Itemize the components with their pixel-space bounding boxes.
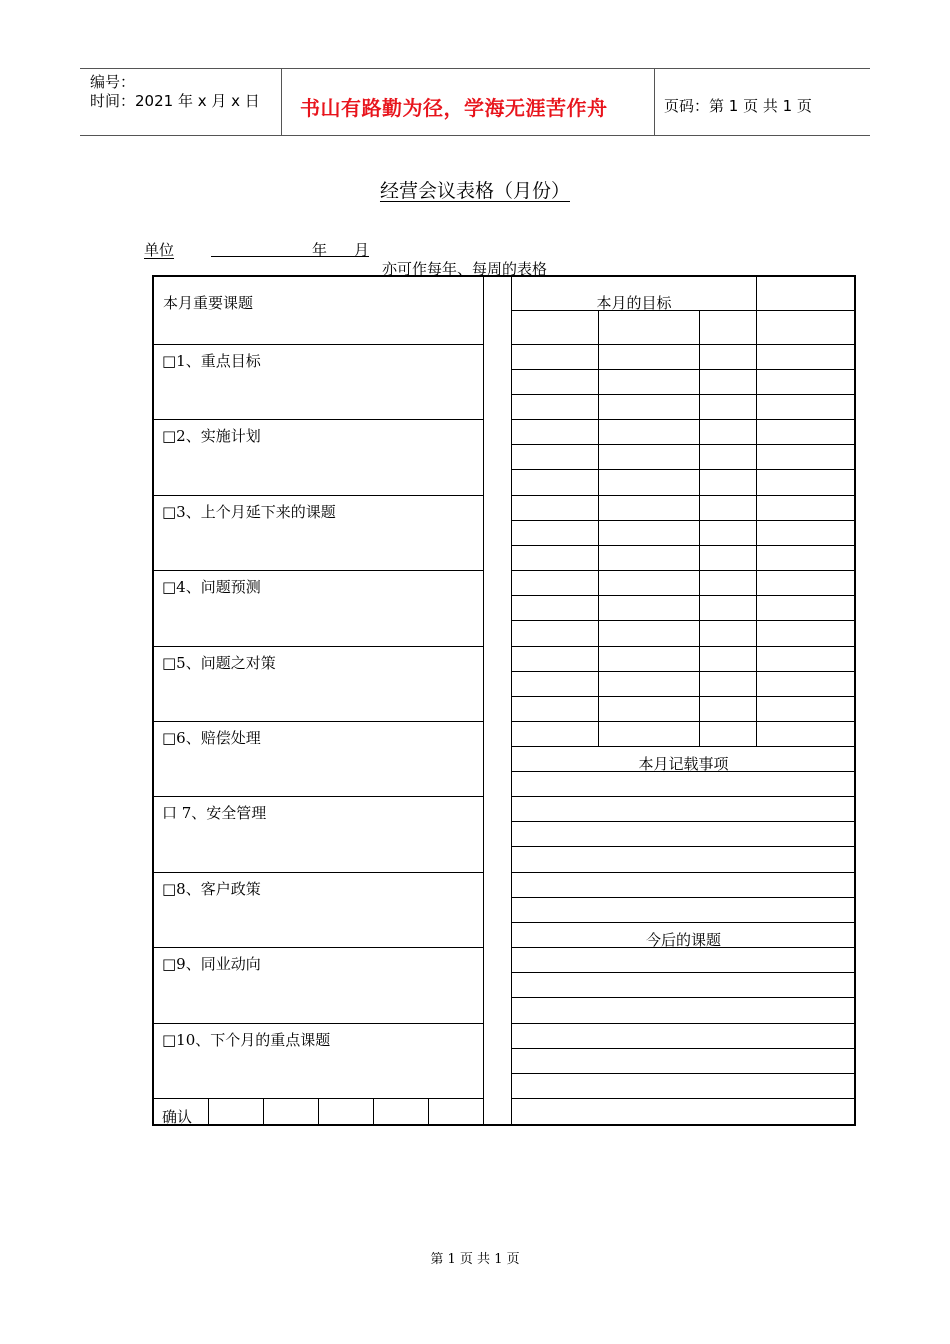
future-row-line xyxy=(512,972,855,973)
goals-grid-row-line xyxy=(512,444,855,445)
goals-grid-row-line xyxy=(512,394,855,395)
page-code: 页码：第 1 页 共 1 页 xyxy=(664,97,812,115)
goals-grid-col-line xyxy=(699,310,700,746)
topic-item-5: □5、问题之对策 xyxy=(162,654,276,672)
future-row-line xyxy=(512,1073,855,1074)
header-bottom-rule xyxy=(80,135,870,136)
goals-grid-row-line xyxy=(512,646,855,647)
future-row-line xyxy=(512,997,855,998)
header-divider-2 xyxy=(654,68,655,135)
goals-grid-row-line xyxy=(512,671,855,672)
form-right-border xyxy=(854,275,856,1126)
goals-header: 本月的目标 xyxy=(596,294,672,312)
topic-item-6: □6、赔偿处理 xyxy=(162,729,261,747)
goals-grid-row-line xyxy=(512,495,855,496)
left-row-line xyxy=(153,796,483,797)
topic-item-2: □2、实施计划 xyxy=(162,427,261,445)
header-divider-1 xyxy=(281,68,282,135)
month-label: 月 xyxy=(354,241,370,259)
records-row-line xyxy=(512,897,855,898)
number-label: 编号： xyxy=(90,73,136,91)
future-header: 今后的课题 xyxy=(645,931,721,949)
goals-grid-row-line xyxy=(512,469,855,470)
confirm-cell-divider xyxy=(318,1098,319,1124)
records-row-line xyxy=(512,846,855,847)
records-row-line xyxy=(512,922,855,923)
topic-item-7: 口 7、安全管理 xyxy=(162,804,267,822)
page-footer: 第 1 页 共 1 页 xyxy=(430,1252,520,1267)
form-left-border xyxy=(152,275,154,1126)
topic-item-8: □8、客户政策 xyxy=(162,880,261,898)
goals-grid-row-line xyxy=(512,595,855,596)
confirm-cell-divider xyxy=(428,1098,429,1124)
records-row-line xyxy=(512,821,855,822)
confirm-label: 确认 xyxy=(162,1108,193,1126)
unit-label: 单位 xyxy=(144,241,175,259)
header-top-rule xyxy=(80,68,870,69)
future-row-line xyxy=(512,947,855,948)
left-row-line xyxy=(153,872,483,873)
slogan: 书山有路勤为径，学海无涯苦作舟 xyxy=(300,96,608,120)
topic-item-4: □4、问题预测 xyxy=(162,578,261,596)
goals-grid-row-line xyxy=(512,696,855,697)
unit-underline xyxy=(211,256,369,257)
records-row-line xyxy=(512,796,855,797)
left-row-line xyxy=(153,721,483,722)
confirm-cell-divider xyxy=(263,1098,264,1124)
goals-grid-row-line xyxy=(512,746,855,747)
form-bottom-border xyxy=(152,1124,856,1126)
records-row-line xyxy=(512,872,855,873)
topic-item-1: □1、重点目标 xyxy=(162,352,261,370)
records-header: 本月记载事项 xyxy=(638,755,729,773)
time-label: 时间：2021 年 x 月 x 日 xyxy=(90,92,260,110)
left-row-line xyxy=(153,646,483,647)
document-title: 经营会议表格（月份） xyxy=(379,180,570,202)
form-top-border xyxy=(152,275,856,277)
center-column-left-line xyxy=(483,276,484,1124)
left-row-line xyxy=(153,947,483,948)
usage-note: 亦可作每年、每周的表格 xyxy=(382,260,548,278)
confirm-cell-divider xyxy=(208,1098,209,1124)
goals-grid-row-line xyxy=(512,620,855,621)
goals-grid-row-line xyxy=(512,344,855,345)
topic-item-3: □3、上个月延下来的课题 xyxy=(162,503,336,521)
goals-grid-row-line xyxy=(512,310,855,311)
confirm-cell-divider xyxy=(373,1098,374,1124)
topic-item-10: □10、下个月的重点课题 xyxy=(162,1031,331,1049)
future-row-line xyxy=(512,1023,855,1024)
left-row-line xyxy=(153,344,483,345)
records-row-line xyxy=(512,771,855,772)
left-row-line xyxy=(153,1023,483,1024)
goals-grid-row-line xyxy=(512,570,855,571)
goals-grid-row-line xyxy=(512,419,855,420)
left-row-line xyxy=(153,495,483,496)
goals-grid-col-line xyxy=(598,310,599,746)
year-label: 年 xyxy=(312,241,328,259)
goals-grid-col-line xyxy=(756,276,757,746)
goals-grid-row-line xyxy=(512,520,855,521)
left-row-line xyxy=(153,570,483,571)
topic-item-9: □9、同业动向 xyxy=(162,955,261,973)
goals-grid-row-line xyxy=(512,369,855,370)
future-row-line xyxy=(512,1098,855,1099)
goals-grid-row-line xyxy=(512,545,855,546)
left-row-line xyxy=(153,419,483,420)
goals-grid-row-line xyxy=(512,721,855,722)
future-row-line xyxy=(512,1048,855,1049)
left-header: 本月重要课题 xyxy=(163,294,254,312)
